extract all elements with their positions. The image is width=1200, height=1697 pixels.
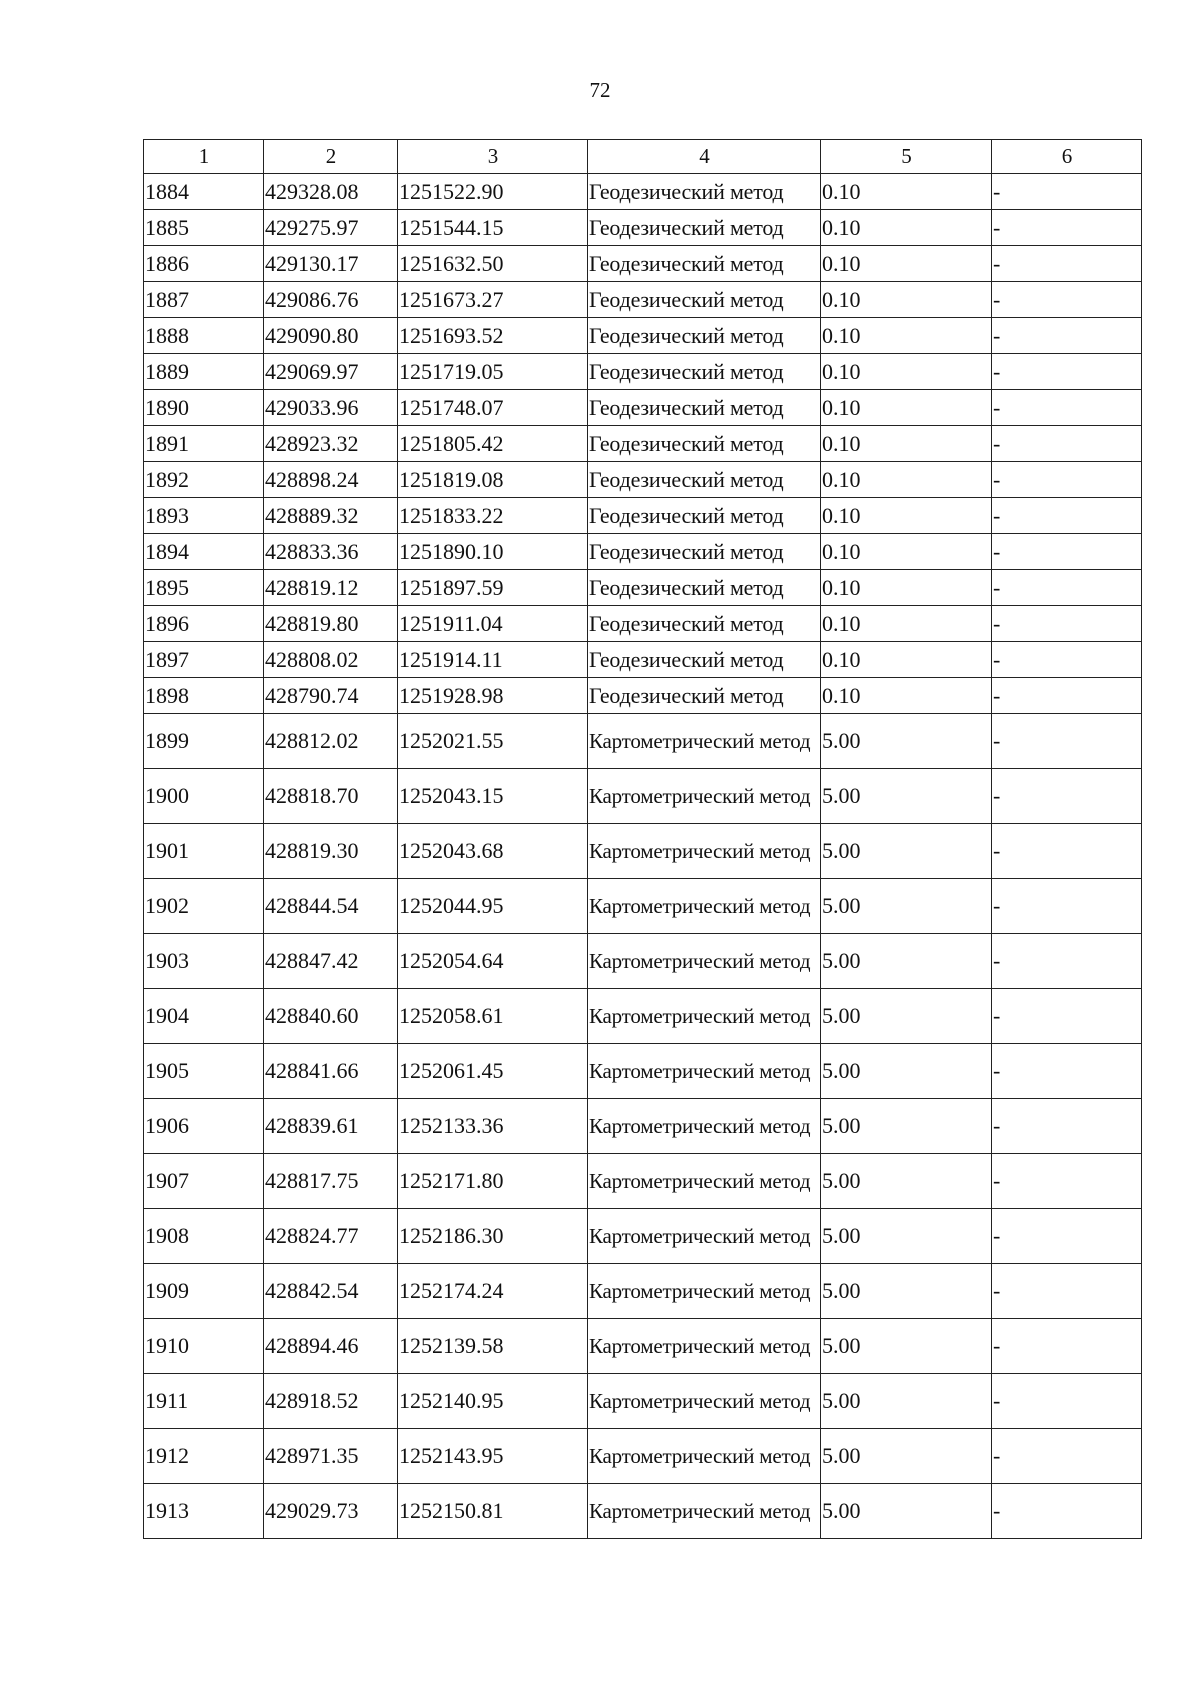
y-coordinate-cell: 1252174.24 [398,1264,588,1319]
accuracy-cell: 0.10 [821,318,992,354]
x-coordinate-cell: 428847.42 [264,934,398,989]
y-coordinate-cell: 1251928.98 [398,678,588,714]
description-cell: - [992,934,1142,989]
accuracy-cell: 5.00 [821,934,992,989]
accuracy-cell: 5.00 [821,1374,992,1429]
table-row [144,570,1142,606]
y-coordinate-cell: 1252061.45 [398,1044,588,1099]
y-coordinate-cell: 1251522.90 [398,174,588,210]
table-row [144,1429,1142,1484]
accuracy-cell: 5.00 [821,1099,992,1154]
method-cell: Геодезический метод [588,570,821,606]
header-cell: 2 [264,140,398,174]
description-cell: - [992,1484,1142,1539]
table-body [144,174,1142,1539]
accuracy-cell: 5.00 [821,1154,992,1209]
x-coordinate-cell: 429086.76 [264,282,398,318]
accuracy-cell: 0.10 [821,534,992,570]
y-coordinate-cell: 1252143.95 [398,1429,588,1484]
table-header [144,140,1142,174]
y-coordinate-cell: 1251673.27 [398,282,588,318]
accuracy-cell: 0.10 [821,390,992,426]
point-number-cell: 1886 [144,246,264,282]
point-number-cell: 1892 [144,462,264,498]
x-coordinate-cell: 428842.54 [264,1264,398,1319]
y-coordinate-cell: 1252043.15 [398,769,588,824]
description-cell: - [992,1319,1142,1374]
point-number-cell: 1897 [144,642,264,678]
description-cell: - [992,210,1142,246]
description-cell: - [992,1154,1142,1209]
x-coordinate-cell: 428971.35 [264,1429,398,1484]
table-row [144,1099,1142,1154]
x-coordinate-cell: 428790.74 [264,678,398,714]
header-cell: 1 [144,140,264,174]
x-coordinate-cell: 429130.17 [264,246,398,282]
y-coordinate-cell: 1251748.07 [398,390,588,426]
method-cell: Геодезический метод [588,498,821,534]
x-coordinate-cell: 429029.73 [264,1484,398,1539]
table-row [144,210,1142,246]
table-row [144,282,1142,318]
description-cell: - [992,824,1142,879]
y-coordinate-cell: 1252133.36 [398,1099,588,1154]
description-cell: - [992,606,1142,642]
method-cell: Картометрический метод [588,989,821,1044]
table-row [144,534,1142,570]
x-coordinate-cell: 428818.70 [264,769,398,824]
accuracy-cell: 5.00 [821,1044,992,1099]
description-cell: - [992,678,1142,714]
point-number-cell: 1909 [144,1264,264,1319]
x-coordinate-cell: 429069.97 [264,354,398,390]
description-cell: - [992,769,1142,824]
table-row [144,989,1142,1044]
accuracy-cell: 0.10 [821,678,992,714]
point-number-cell: 1884 [144,174,264,210]
description-cell: - [992,426,1142,462]
description-cell: - [992,246,1142,282]
description-cell: - [992,1099,1142,1154]
point-number-cell: 1900 [144,769,264,824]
description-cell: - [992,879,1142,934]
header-row [144,140,1142,174]
point-number-cell: 1890 [144,390,264,426]
point-number-cell: 1896 [144,606,264,642]
table-row [144,174,1142,210]
y-coordinate-cell: 1251897.59 [398,570,588,606]
x-coordinate-cell: 428923.32 [264,426,398,462]
description-cell: - [992,1044,1142,1099]
description-cell: - [992,714,1142,769]
y-coordinate-cell: 1251914.11 [398,642,588,678]
table-row [144,769,1142,824]
method-cell: Геодезический метод [588,390,821,426]
method-cell: Картометрический метод [588,1429,821,1484]
point-number-cell: 1899 [144,714,264,769]
method-cell: Картометрический метод [588,1374,821,1429]
method-cell: Картометрический метод [588,1319,821,1374]
method-cell: Геодезический метод [588,174,821,210]
table-row [144,714,1142,769]
accuracy-cell: 0.10 [821,462,992,498]
x-coordinate-cell: 428841.66 [264,1044,398,1099]
method-cell: Геодезический метод [588,462,821,498]
y-coordinate-cell: 1252058.61 [398,989,588,1044]
description-cell: - [992,989,1142,1044]
y-coordinate-cell: 1251805.42 [398,426,588,462]
x-coordinate-cell: 428819.12 [264,570,398,606]
point-number-cell: 1888 [144,318,264,354]
y-coordinate-cell: 1251719.05 [398,354,588,390]
description-cell: - [992,354,1142,390]
table-row [144,1319,1142,1374]
table-row [144,1154,1142,1209]
method-cell: Геодезический метод [588,246,821,282]
table-row [144,879,1142,934]
point-number-cell: 1904 [144,989,264,1044]
x-coordinate-cell: 428844.54 [264,879,398,934]
table-row [144,606,1142,642]
accuracy-cell: 5.00 [821,1319,992,1374]
point-number-cell: 1911 [144,1374,264,1429]
point-number-cell: 1887 [144,282,264,318]
table-row [144,354,1142,390]
table-row [144,246,1142,282]
accuracy-cell: 0.10 [821,498,992,534]
x-coordinate-cell: 428889.32 [264,498,398,534]
description-cell: - [992,1264,1142,1319]
method-cell: Картометрический метод [588,1099,821,1154]
description-cell: - [992,318,1142,354]
accuracy-cell: 0.10 [821,174,992,210]
x-coordinate-cell: 428812.02 [264,714,398,769]
x-coordinate-cell: 429090.80 [264,318,398,354]
y-coordinate-cell: 1251890.10 [398,534,588,570]
point-number-cell: 1907 [144,1154,264,1209]
point-number-cell: 1891 [144,426,264,462]
x-coordinate-cell: 428839.61 [264,1099,398,1154]
table-row [144,498,1142,534]
method-cell: Картометрический метод [588,1154,821,1209]
method-cell: Геодезический метод [588,426,821,462]
coordinates-table [143,139,1142,1539]
x-coordinate-cell: 428898.24 [264,462,398,498]
y-coordinate-cell: 1252043.68 [398,824,588,879]
description-cell: - [992,462,1142,498]
point-number-cell: 1906 [144,1099,264,1154]
description-cell: - [992,282,1142,318]
point-number-cell: 1903 [144,934,264,989]
description-cell: - [992,534,1142,570]
x-coordinate-cell: 428833.36 [264,534,398,570]
y-coordinate-cell: 1252186.30 [398,1209,588,1264]
description-cell: - [992,1374,1142,1429]
method-cell: Геодезический метод [588,606,821,642]
method-cell: Картометрический метод [588,1264,821,1319]
table-row [144,1044,1142,1099]
accuracy-cell: 5.00 [821,1209,992,1264]
y-coordinate-cell: 1251544.15 [398,210,588,246]
y-coordinate-cell: 1251693.52 [398,318,588,354]
method-cell: Картометрический метод [588,879,821,934]
table-row [144,824,1142,879]
page-number: 72 [589,78,611,102]
x-coordinate-cell: 428808.02 [264,642,398,678]
table-row [144,678,1142,714]
method-cell: Геодезический метод [588,210,821,246]
x-coordinate-cell: 428894.46 [264,1319,398,1374]
y-coordinate-cell: 1251632.50 [398,246,588,282]
method-cell: Геодезический метод [588,318,821,354]
header-cell: 6 [992,140,1142,174]
point-number-cell: 1912 [144,1429,264,1484]
accuracy-cell: 0.10 [821,570,992,606]
method-cell: Картометрический метод [588,824,821,879]
accuracy-cell: 5.00 [821,989,992,1044]
y-coordinate-cell: 1251911.04 [398,606,588,642]
table-row [144,390,1142,426]
y-coordinate-cell: 1251833.22 [398,498,588,534]
description-cell: - [992,174,1142,210]
accuracy-cell: 0.10 [821,282,992,318]
accuracy-cell: 5.00 [821,1264,992,1319]
header-cell: 5 [821,140,992,174]
method-cell: Картометрический метод [588,1209,821,1264]
x-coordinate-cell: 428817.75 [264,1154,398,1209]
description-cell: - [992,498,1142,534]
accuracy-cell: 0.10 [821,426,992,462]
x-coordinate-cell: 428819.80 [264,606,398,642]
y-coordinate-cell: 1252150.81 [398,1484,588,1539]
x-coordinate-cell: 429033.96 [264,390,398,426]
method-cell: Геодезический метод [588,642,821,678]
method-cell: Картометрический метод [588,769,821,824]
y-coordinate-cell: 1252139.58 [398,1319,588,1374]
header-cell: 4 [588,140,821,174]
description-cell: - [992,1429,1142,1484]
header-cell: 3 [398,140,588,174]
method-cell: Картометрический метод [588,714,821,769]
point-number-cell: 1898 [144,678,264,714]
method-cell: Картометрический метод [588,1484,821,1539]
x-coordinate-cell: 428918.52 [264,1374,398,1429]
table-row [144,462,1142,498]
method-cell: Картометрический метод [588,1044,821,1099]
y-coordinate-cell: 1252140.95 [398,1374,588,1429]
y-coordinate-cell: 1252054.64 [398,934,588,989]
accuracy-cell: 5.00 [821,769,992,824]
x-coordinate-cell: 429275.97 [264,210,398,246]
point-number-cell: 1905 [144,1044,264,1099]
point-number-cell: 1913 [144,1484,264,1539]
accuracy-cell: 5.00 [821,1484,992,1539]
table-row [144,318,1142,354]
table-row [144,642,1142,678]
table-row [144,1209,1142,1264]
point-number-cell: 1893 [144,498,264,534]
description-cell: - [992,570,1142,606]
x-coordinate-cell: 428840.60 [264,989,398,1044]
accuracy-cell: 5.00 [821,879,992,934]
accuracy-cell: 5.00 [821,714,992,769]
x-coordinate-cell: 428824.77 [264,1209,398,1264]
accuracy-cell: 5.00 [821,824,992,879]
accuracy-cell: 5.00 [821,1429,992,1484]
point-number-cell: 1910 [144,1319,264,1374]
table-row [144,426,1142,462]
table-row [144,1484,1142,1539]
method-cell: Геодезический метод [588,534,821,570]
point-number-cell: 1895 [144,570,264,606]
point-number-cell: 1885 [144,210,264,246]
point-number-cell: 1902 [144,879,264,934]
accuracy-cell: 0.10 [821,210,992,246]
table-row [144,1374,1142,1429]
y-coordinate-cell: 1251819.08 [398,462,588,498]
y-coordinate-cell: 1252171.80 [398,1154,588,1209]
accuracy-cell: 0.10 [821,246,992,282]
description-cell: - [992,390,1142,426]
y-coordinate-cell: 1252021.55 [398,714,588,769]
method-cell: Геодезический метод [588,678,821,714]
method-cell: Геодезический метод [588,282,821,318]
description-cell: - [992,642,1142,678]
accuracy-cell: 0.10 [821,606,992,642]
table-row [144,934,1142,989]
method-cell: Геодезический метод [588,354,821,390]
accuracy-cell: 0.10 [821,354,992,390]
point-number-cell: 1908 [144,1209,264,1264]
x-coordinate-cell: 429328.08 [264,174,398,210]
description-cell: - [992,1209,1142,1264]
y-coordinate-cell: 1252044.95 [398,879,588,934]
point-number-cell: 1894 [144,534,264,570]
table-row [144,1264,1142,1319]
point-number-cell: 1889 [144,354,264,390]
method-cell: Картометрический метод [588,934,821,989]
accuracy-cell: 0.10 [821,642,992,678]
point-number-cell: 1901 [144,824,264,879]
x-coordinate-cell: 428819.30 [264,824,398,879]
